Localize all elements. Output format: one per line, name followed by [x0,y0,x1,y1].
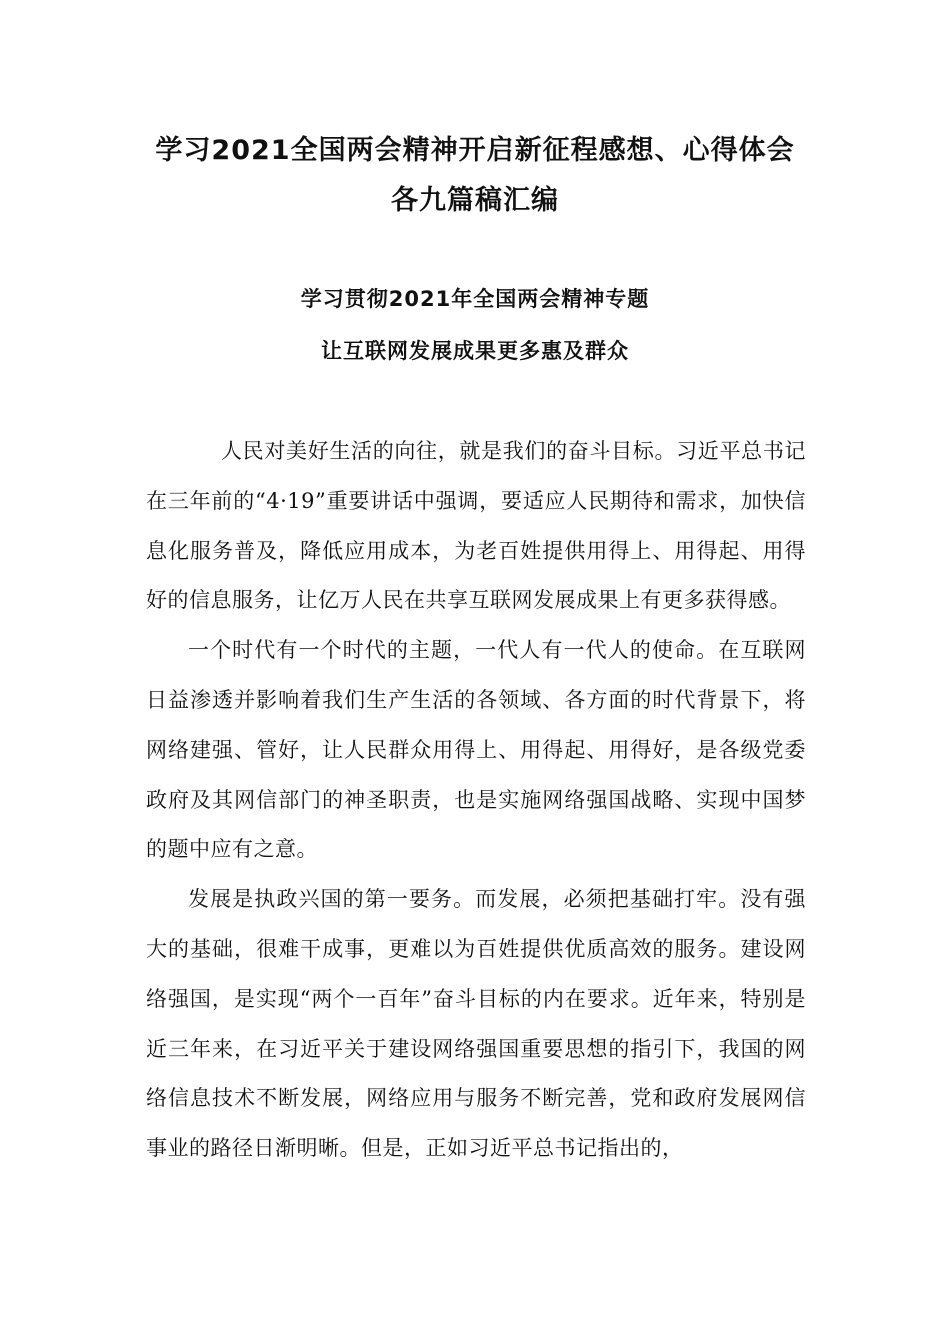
paragraph: 一个时代有一个时代的主题，一代人有一代人的使命。在互联网日益渗透并影响着我们生产生活的各领域、各方面的时代背景下，将网络建强、管好，让人民群众用得上、用得起、用得好，是各级党委政府及其网信部门的神圣职责，也是实施网络强国战略、实现中国梦的题中应有之意。 [146,638,806,862]
paragraph: 发展是执政兴国的第一要务。而发展，必须把基础打牢。没有强大的基础，很难干成事，更难以为百姓提供优质高效的服务。建设网络强国，是实现“两个一百年”奋斗目标的内在要求。近年来，特别是近三年来，在习近平关于建设网络强国重要思想的指引下，我国的网络信息技术不断发展，网络应用与服务不断完善，党和政府发展网信事业的路径日渐明晰。但是，正如习近平总书记指出的， [146,887,806,1161]
document-title-line-1: 学习2021全国两会精神开启新征程感想、心得体会 [155,135,795,166]
section-subtitle-line-1: 学习贯彻2021年全国两会精神专题 [300,287,650,311]
paragraph: 人民对美好生活的向往，就是我们的奋斗目标。习近平总书记在三年前的“4·19”重要讲话中强调，要适应人民期待和需求，加快信息化服务普及，降低应用成本，为老百姓提供用得上、用得起、用得好的信息服务，让亿万人民在共享互联网发展成果上有更多获得感。 [146,439,806,613]
document-title-line-2: 各九篇稿汇编 [391,185,559,216]
body-text [146,427,806,1174]
section-subtitle-line-2: 让互联网发展成果更多惠及群众 [321,339,629,363]
